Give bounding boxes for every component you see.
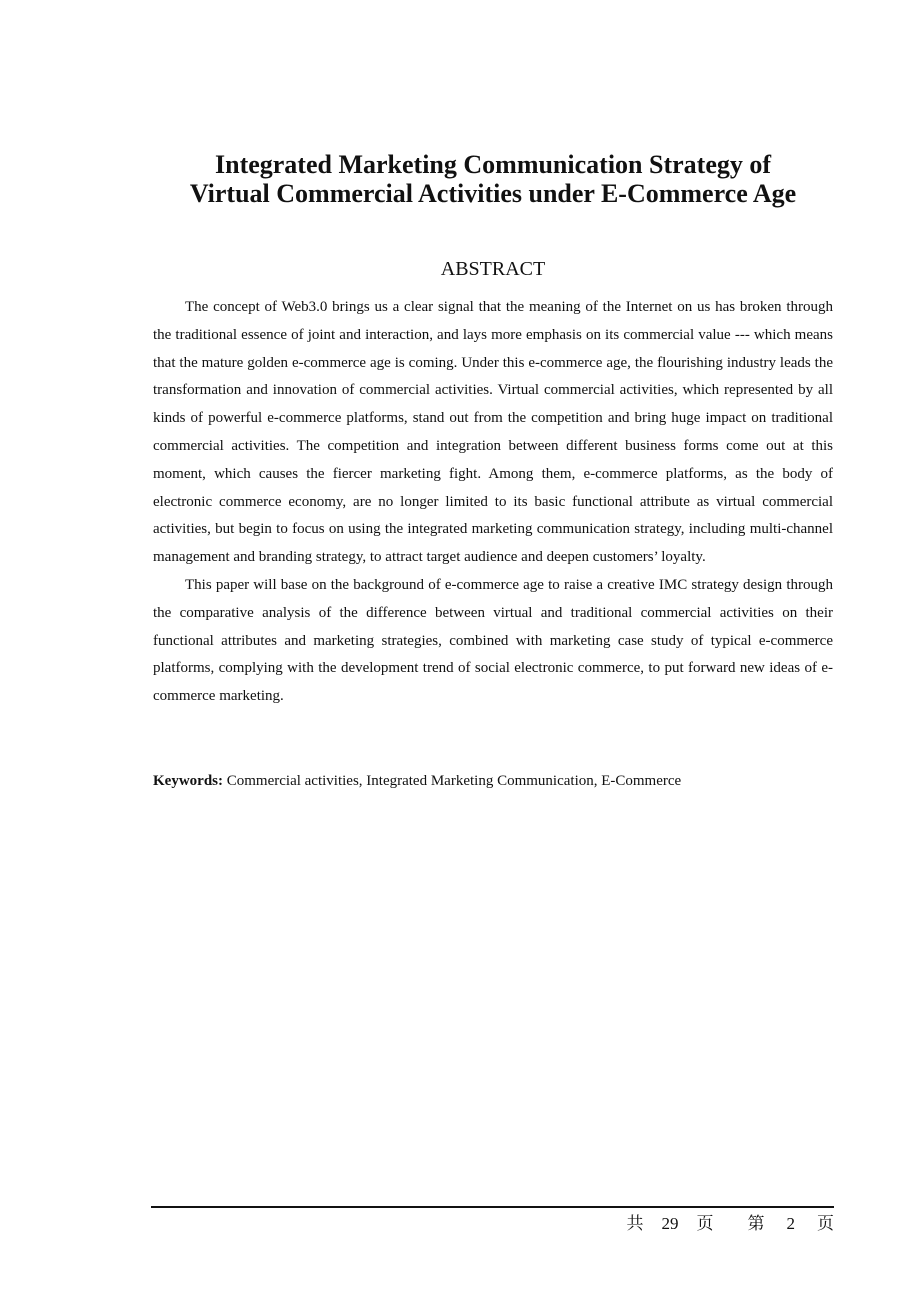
abstract-paragraph-1: The concept of Web3.0 brings us a clear signal that the meaning of the Internet on us has broken through the traditional essence of joint and interaction, and lays more emphasis on its commercial value --- which means that the mature golden e-commerce age is coming. Under this e-commerce age, the flourishing industry leads the transformation and innovation of commercial activities. Virtual commercial activities, which represented by all kinds of powerful e-commerce platforms, stand out from the competition and bring huge impact on traditional commercial activities. The competition and integration between different business forms come out at this moment, which causes the fiercer marketing fight. Among them, e-commerce platforms, as the body of electronic commerce economy, are no longer limited to its basic functional attribute as virtual commercial activities, but begin to focus on using the integrated marketing communication strategy, including multi-channel management and branding strategy, to attract target audience and deepen customers’ loyalty. bbox=[153, 299, 833, 566]
paper-title-line-2: Virtual Commercial Activities under E-Commerce Age bbox=[189, 179, 797, 208]
footer-current-prefix: 第 bbox=[747, 1214, 765, 1233]
footer-total-pages: 29 bbox=[661, 1214, 679, 1233]
keywords-label: Keywords: bbox=[153, 773, 223, 789]
footer-total-prefix: 共 bbox=[626, 1214, 644, 1233]
keywords-text: Commercial activities, Integrated Marketing Communication, E-Commerce bbox=[223, 773, 682, 789]
footer-divider bbox=[151, 1206, 834, 1208]
keywords-line bbox=[153, 768, 833, 794]
page-footer bbox=[151, 1212, 834, 1236]
paper-title bbox=[153, 150, 833, 208]
footer-total-suffix: 页 bbox=[696, 1214, 714, 1233]
footer-current-suffix: 页 bbox=[817, 1214, 834, 1233]
paper-title-line-1: Integrated Marketing Communication Strategy of bbox=[214, 150, 772, 179]
abstract-heading: ABSTRACT bbox=[440, 258, 546, 280]
footer-current-page: 2 bbox=[786, 1214, 795, 1233]
abstract-body bbox=[153, 294, 833, 711]
abstract-paragraph-2: This paper will base on the background of e-commerce age to raise a creative IMC strategy design through the comparative analysis of the difference between virtual and traditional commercial activities on their functional attributes and marketing strategies, combined with marketing case study of typical e-commerce platforms, complying with the development trend of social electronic commerce, to put forward new ideas of e-commerce marketing. bbox=[153, 576, 833, 705]
